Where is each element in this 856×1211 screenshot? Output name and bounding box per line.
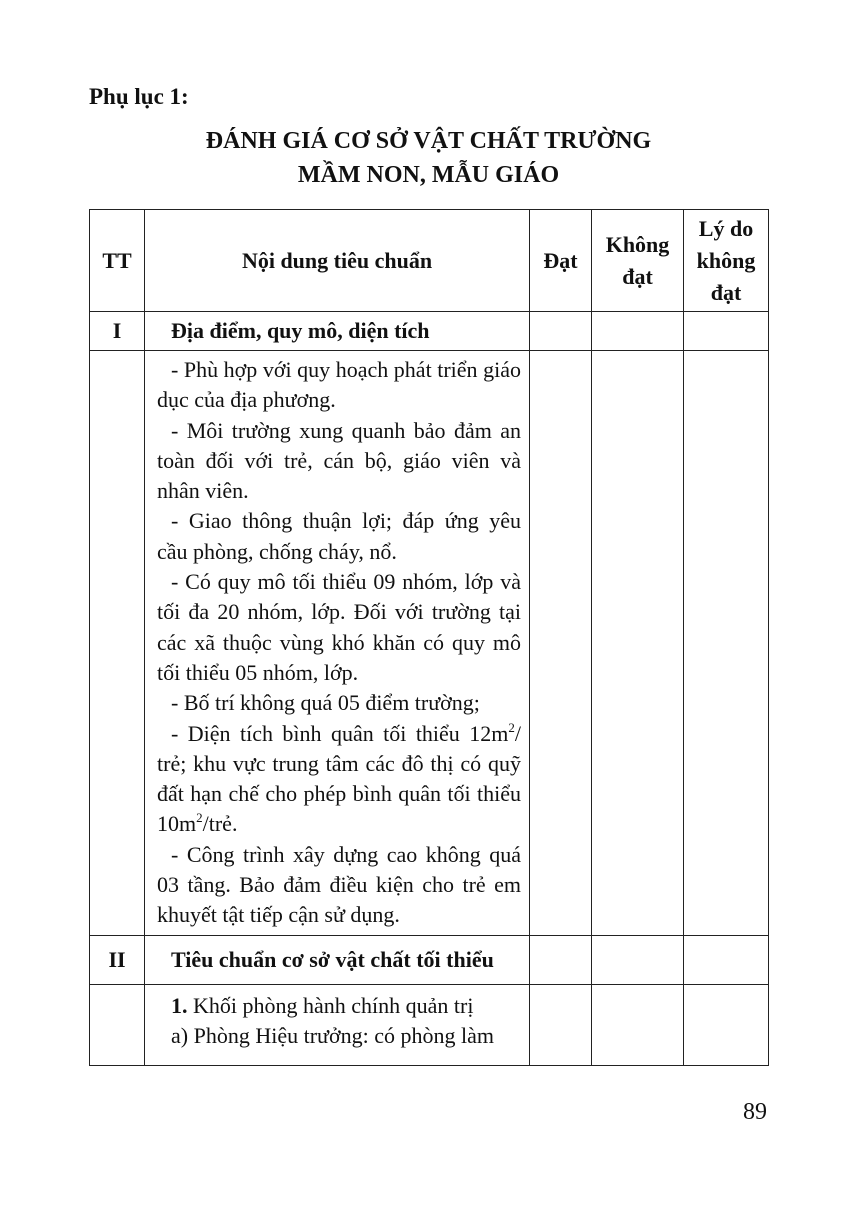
table-header-row <box>90 210 769 312</box>
area-text-1: - Diện tích bình quân tối thiểu 12m <box>171 720 509 746</box>
title-line-2: MẦM NON, MẪU GIÁO <box>297 162 560 188</box>
subsection-heading <box>171 991 521 1021</box>
subsection-title: Khối phòng hành chính quản trị <box>187 992 474 1018</box>
page-number: 89 <box>743 1099 767 1125</box>
pass-cell <box>530 351 592 936</box>
pass-cell <box>530 312 592 351</box>
area-text-2: / trẻ; khu vực trung tâm các đô thị có quỹ đất hạn chế cho phép bình quân tối thiểu 10m <box>157 720 521 837</box>
header-reason-line-3: đạt <box>710 279 742 305</box>
section-row-1 <box>90 312 769 351</box>
content-cell <box>145 984 530 1065</box>
area-item <box>157 719 521 840</box>
evaluation-table <box>89 209 769 1066</box>
fail-cell <box>592 312 684 351</box>
reason-cell <box>684 351 769 936</box>
header-content: Nội dung tiêu chuẩn <box>145 210 530 312</box>
appendix-label: Phụ lục 1: <box>89 84 189 109</box>
content-cell <box>145 351 530 936</box>
subsection-number: 1. <box>171 992 188 1018</box>
list-item: - Có quy mô tối thiểu 09 nhóm, lớp và tối đa 20 nhóm, lớp. Đối với trường tại các xã thuộc vùng khó khăn có quy mô tối thiểu 05 nhóm, lớp. <box>157 569 521 685</box>
pass-cell <box>530 984 592 1065</box>
header-pass: Đạt <box>530 210 592 312</box>
section-title: Địa điểm, quy mô, diện tích <box>145 312 530 351</box>
section-number: I <box>90 312 145 351</box>
header-fail-line-2: đạt <box>622 263 653 289</box>
list-item: - Môi trường xung quanh bảo đảm an toàn đối với trẻ, cán bộ, giáo viên và nhân viên. <box>157 417 521 504</box>
section-1-content-row <box>90 351 769 936</box>
pass-cell <box>530 935 592 984</box>
reason-cell <box>684 312 769 351</box>
fail-cell <box>592 935 684 984</box>
document-title <box>89 124 768 192</box>
header-fail-line-1: Không <box>605 231 670 257</box>
list-item: - Bố trí không quá 05 điểm trường; <box>171 690 480 716</box>
tt-cell <box>90 351 145 936</box>
header-reason-line-2: không <box>696 247 756 273</box>
fail-cell <box>592 351 684 936</box>
list-item: - Giao thông thuận lợi; đáp ứng yêu cầu phòng, chống cháy, nổ. <box>157 508 521 564</box>
section-title: Tiêu chuẩn cơ sở vật chất tối thiểu <box>145 935 530 984</box>
subsection-text: a) Phòng Hiệu trưởng: có phòng làm <box>171 1022 494 1048</box>
header-tt: TT <box>90 210 145 312</box>
reason-cell <box>684 935 769 984</box>
header-reason <box>684 210 769 312</box>
title-line-1: ĐÁNH GIÁ CƠ SỞ VẬT CHẤT TRƯỜNG <box>205 128 652 154</box>
section-number: II <box>90 935 145 984</box>
header-fail <box>592 210 684 312</box>
list-item: - Phù hợp với quy hoạch phát triển giáo dục của địa phương. <box>157 357 521 413</box>
list-item: - Công trình xây dựng cao không quá 03 tầng. Bảo đảm điều kiện cho trẻ em khuyết tật tiếp cận sử dụng. <box>157 841 521 928</box>
section-row-2 <box>90 935 769 984</box>
tt-cell <box>90 984 145 1065</box>
section-2-content-row <box>90 984 769 1065</box>
area-text-3: /trẻ. <box>202 811 238 837</box>
area-superscript-2: 2 <box>196 810 203 826</box>
fail-cell <box>592 984 684 1065</box>
reason-cell <box>684 984 769 1065</box>
header-reason-line-1: Lý do <box>698 215 754 241</box>
area-superscript-1: 2 <box>508 719 515 735</box>
